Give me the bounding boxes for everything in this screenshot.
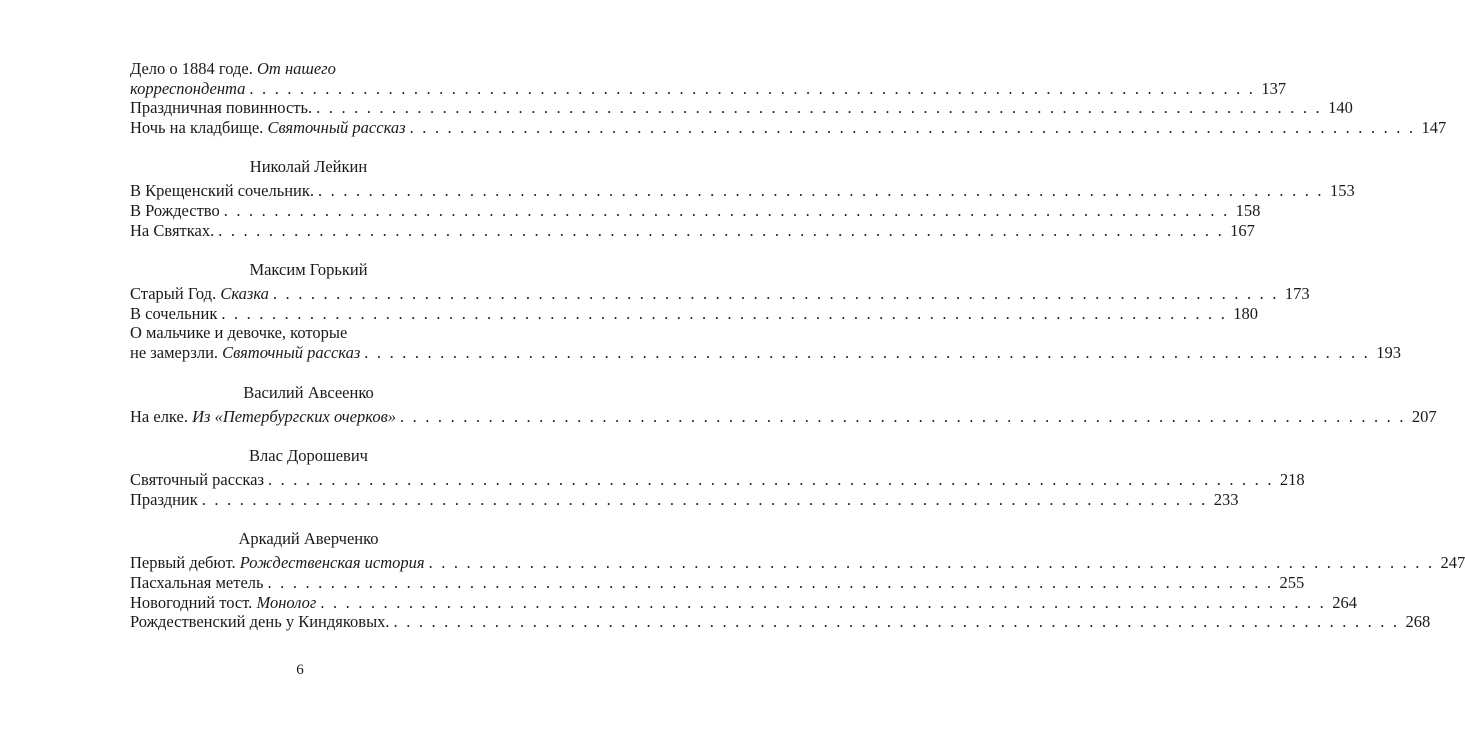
entry-page-number: 140: [1328, 98, 1353, 118]
entry-title: [130, 407, 396, 427]
toc-entry: [130, 200, 1261, 221]
entry-title-text: Старый Год.: [130, 284, 221, 304]
toc-entry: [130, 489, 1239, 510]
toc-entry: [130, 181, 1355, 201]
toc-section: [130, 260, 1401, 362]
entry-row: [130, 181, 1355, 201]
entry-title-text: Новогодний тост.: [130, 592, 257, 612]
entry-title: [130, 284, 269, 304]
entry-title-line: [130, 59, 487, 79]
dot-leader: . . . . . . . . . . . . . . . . . . . . . . . . . . . . . . . . . . . . . . . . . . . . . . . . . . . . . . . . . . . . . . . . . . . . . . . . . . . . . . . .: [267, 470, 1274, 490]
toc-entry: [130, 284, 1310, 304]
entry-title-text: На елке.: [130, 406, 193, 426]
entry-title: [130, 201, 220, 221]
entry-subtitle: От нашего: [257, 59, 336, 78]
dot-leader: . . . . . . . . . . . . . . . . . . . . . . . . . . . . . . . . . . . . . . . . . . . . . . . . . . . . . . . . . . . . . . . . . . . . . . . . . . . . . . . .: [223, 200, 1230, 220]
entry-row: [130, 612, 1431, 632]
entry-page-number: 255: [1279, 572, 1305, 592]
entry-page-number: 247: [1440, 553, 1465, 573]
toc-section: [130, 382, 1437, 427]
toc-entry: [130, 303, 1259, 324]
entry-subtitle: Святочный рассказ: [267, 117, 406, 137]
dot-leader: . . . . . . . . . . . . . . . . . . . . . . . . . . . . . . . . . . . . . . . . . . . . . . . . . . . . . . . . . . . . . . . . . . . . . . . . . . . . . . . .: [428, 553, 1435, 573]
dot-leader: . . . . . . . . . . . . . . . . . . . . . . . . . . . . . . . . . . . . . . . . . . . . . . . . . . . . . . . . . . . . . . . . . . . . . . . . . . . . . . . .: [272, 284, 1279, 304]
entry-row: [130, 284, 1310, 304]
entry-row: [130, 489, 1239, 510]
entry-title: [130, 593, 316, 613]
entry-title: [130, 470, 264, 490]
entry-title-text: Праздничная повинность.: [130, 98, 313, 118]
entry-title: Дело о 1884 годе.: [130, 59, 257, 78]
entry-title: [130, 304, 217, 324]
author-heading: Николай Лейкин: [249, 157, 368, 177]
dot-leader: . . . . . . . . . . . . . . . . . . . . . . . . . . . . . . . . . . . . . . . . . . . . . . . . . . . . . . . . . . . . . . . . . . . . . . . . . . . . . . . .: [399, 406, 1406, 426]
entry-title: [130, 118, 406, 138]
entry-title-text: В сочельник: [130, 303, 218, 323]
author-heading: Аркадий Аверченко: [238, 529, 379, 549]
author-heading: Максим Горький: [249, 260, 368, 280]
toc-entry: [130, 323, 1401, 362]
entry-subtitle: Из «Петербургских очерков»: [192, 406, 396, 426]
toc-entry: [130, 553, 1465, 573]
toc-section: [130, 157, 1355, 240]
entry-title-line: [130, 323, 487, 343]
entry-title-text: В Крещенский сочельник.: [130, 181, 315, 201]
entry-row: [130, 220, 1255, 241]
toc-entry: [130, 220, 1255, 241]
entry-title-text: Святочный рассказ: [130, 470, 264, 490]
author-heading: Василий Авсеенко: [243, 382, 374, 402]
dot-leader: . . . . . . . . . . . . . . . . . . . . . . . . . . . . . . . . . . . . . . . . . . . . . . . . . . . . . . . . . . . . . . . . . . . . . . . . . . . . . . . .: [320, 592, 1326, 612]
entry-row: [130, 572, 1305, 593]
entry-row: [130, 117, 1447, 138]
entry-title: [130, 573, 264, 593]
entry-page-number: 173: [1284, 284, 1310, 304]
entry-title: [130, 343, 360, 363]
entry-title: [130, 98, 312, 118]
entry-row: [130, 553, 1465, 573]
entry-page-number: 207: [1411, 406, 1437, 426]
entry-title-text: Рождественский день у Киндяковых.: [130, 612, 390, 632]
author-heading: Влас Дорошевич: [249, 446, 368, 466]
entry-subtitle: Сказка: [220, 284, 269, 304]
entry-title: [130, 553, 425, 573]
entry-title: [130, 221, 214, 241]
toc-entry: [130, 117, 1447, 138]
entry-row: [130, 98, 1353, 118]
entry-page-number: 153: [1329, 181, 1355, 201]
table-of-contents: [130, 59, 1465, 632]
entry-row: [130, 470, 1305, 490]
entry-title: [130, 181, 314, 201]
entry-title-text: Пасхальная метель: [130, 572, 264, 592]
dot-leader: . . . . . . . . . . . . . . . . . . . . . . . . . . . . . . . . . . . . . . . . . . . . . . . . . . . . . . . . . . . . . . . . . . . . . . . . . . . . . . . .: [393, 612, 1400, 632]
dot-leader: . . . . . . . . . . . . . . . . . . . . . . . . . . . . . . . . . . . . . . . . . . . . . . . . . . . . . . . . . . . . . . . . . . . . . . . . . . . . . . . .: [318, 181, 1324, 201]
dot-leader: . . . . . . . . . . . . . . . . . . . . . . . . . . . . . . . . . . . . . . . . . . . . . . . . . . . . . . . . . . . . . . . . . . . . . . . . . . . . . . . .: [221, 303, 1228, 323]
entry-row: [130, 303, 1259, 324]
dot-leader: . . . . . . . . . . . . . . . . . . . . . . . . . . . . . . . . . . . . . . . . . . . . . . . . . . . . . . . . . . . . . . . . . . . . . . . . . . . . . . . .: [249, 78, 1256, 98]
toc-section: [130, 446, 1305, 509]
toc-entry: [130, 612, 1431, 632]
toc-entry: [130, 98, 1353, 118]
entry-page-number: 264: [1332, 592, 1357, 612]
dot-leader: . . . . . . . . . . . . . . . . . . . . . . . . . . . . . . . . . . . . . . . . . . . . . . . . . . . . . . . . . . . . . . . . . . . . . . . . . . . . . . . .: [316, 98, 1322, 118]
dot-leader: . . . . . . . . . . . . . . . . . . . . . . . . . . . . . . . . . . . . . . . . . . . . . . . . . . . . . . . . . . . . . . . . . . . . . . . . . . . . . . . .: [364, 342, 1370, 362]
entry-page-number: 193: [1376, 342, 1401, 362]
entry-page-number: 218: [1279, 470, 1305, 490]
dot-leader: . . . . . . . . . . . . . . . . . . . . . . . . . . . . . . . . . . . . . . . . . . . . . . . . . . . . . . . . . . . . . . . . . . . . . . . . . . . . . . . .: [409, 117, 1416, 137]
entry-row: [130, 200, 1261, 221]
entry-title: [130, 490, 198, 510]
entry-subtitle: Монолог: [256, 592, 317, 612]
entry-title-text: Праздник: [130, 489, 198, 509]
entry-subtitle: Святочный рассказ: [222, 342, 361, 362]
entry-title: [130, 612, 390, 632]
entry-page-number: 233: [1213, 489, 1239, 509]
entry-row: [130, 78, 1287, 99]
page-number: 6: [296, 662, 304, 678]
entry-page-number: 180: [1233, 303, 1259, 323]
entry-page-number: 137: [1261, 78, 1287, 98]
dot-leader: . . . . . . . . . . . . . . . . . . . . . . . . . . . . . . . . . . . . . . . . . . . . . . . . . . . . . . . . . . . . . . . . . . . . . . . . . . . . . . . .: [267, 572, 1274, 592]
entry-title: О мальчике и девочке, которые: [130, 323, 348, 343]
toc-entry: [130, 470, 1305, 490]
entry-title-text: Ночь на кладбище.: [130, 117, 268, 137]
dot-leader: . . . . . . . . . . . . . . . . . . . . . . . . . . . . . . . . . . . . . . . . . . . . . . . . . . . . . . . . . . . . . . . . . . . . . . . . . . . . . . . .: [201, 489, 1208, 509]
entry-page-number: 167: [1230, 220, 1255, 240]
entry-row: [130, 342, 1401, 363]
entry-page-number: 268: [1405, 612, 1431, 632]
entry-page-number: 158: [1235, 200, 1261, 220]
dot-leader: . . . . . . . . . . . . . . . . . . . . . . . . . . . . . . . . . . . . . . . . . . . . . . . . . . . . . . . . . . . . . . . . . . . . . . . . . . . . . . . .: [218, 220, 1224, 240]
entry-row: [130, 406, 1437, 427]
entry-row: [130, 592, 1357, 613]
toc-section: [130, 529, 1465, 632]
toc-section: [130, 59, 1447, 137]
entry-page-number: 147: [1421, 117, 1447, 137]
toc-entry: [130, 59, 1287, 98]
entry-title-text: На Святках.: [130, 220, 215, 240]
entry-title: [130, 79, 245, 99]
entry-title-text: Первый дебют.: [130, 553, 240, 573]
toc-entry: [130, 406, 1437, 427]
toc-entry: [130, 572, 1305, 593]
entry-subtitle: Рождественская история: [239, 553, 425, 573]
entry-title-text: В Рождество: [130, 200, 220, 220]
entry-title-text: не замерзли.: [130, 342, 223, 362]
toc-entry: [130, 592, 1357, 613]
entry-subtitle: корреспондента: [130, 78, 246, 98]
